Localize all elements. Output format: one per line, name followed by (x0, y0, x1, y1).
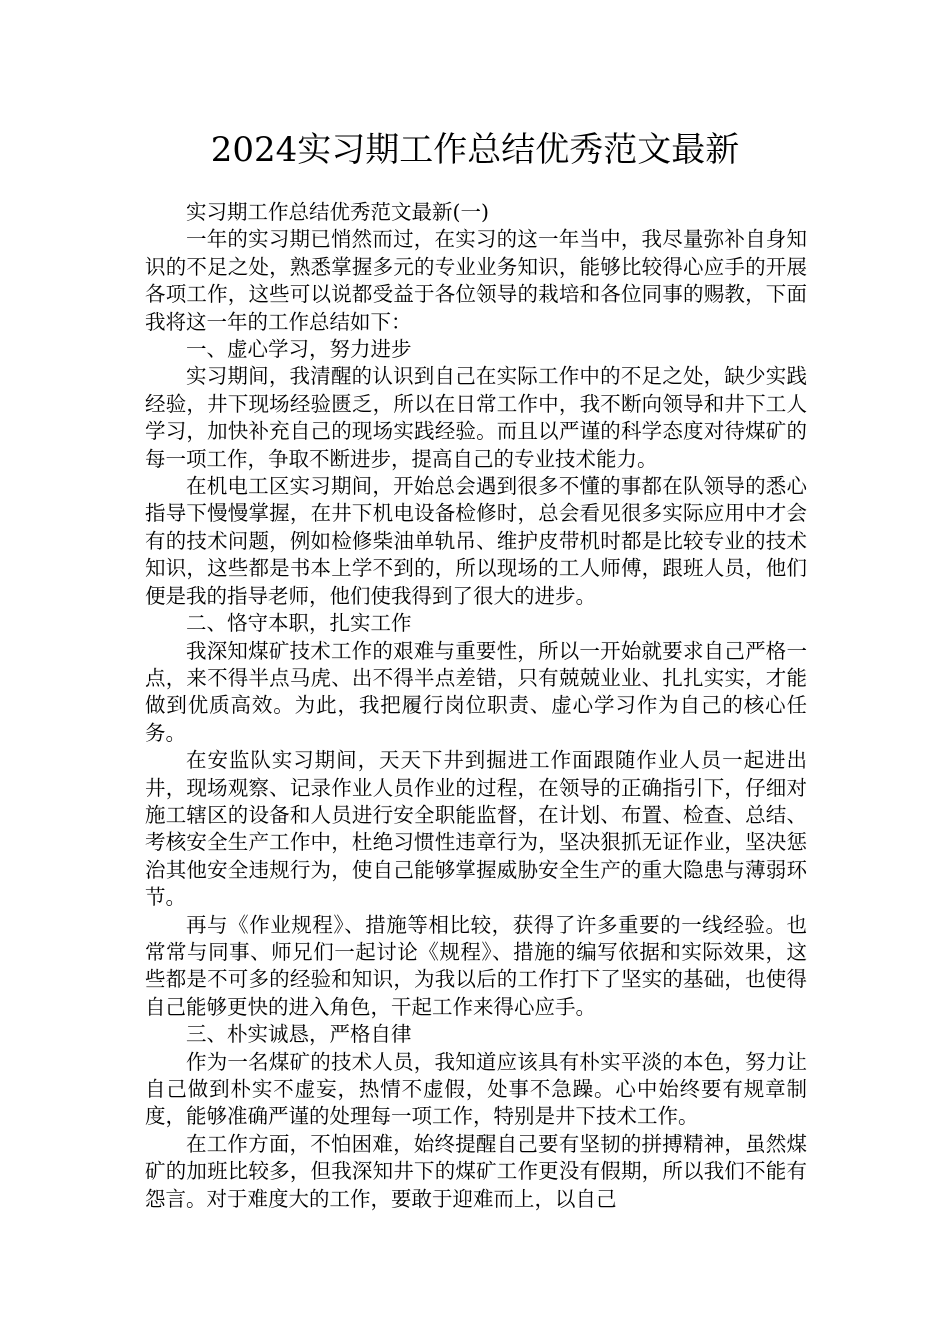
body-paragraph: 实习期间，我清醒的认识到自己在实际工作中的不足之处，缺少实践经验，井下现场经验匮乏，所以在日常工作中，我不断向领导和井下工人学习，加快补充自己的现场实践经验。而且以严谨的科学态度对待煤矿的每一项工作，争取不断进步，提高自己的专业技术能力。 (145, 364, 807, 471)
body-paragraph: 在工作方面，不怕困难，始终提醒自己要有坚韧的拼搏精神，虽然煤矿的加班比较多，但我深知井下的煤矿工作更没有假期，所以我们不能有怨言。对于难度大的工作，要敢于迎难而上，以自己 (145, 1131, 807, 1211)
body-paragraph: 再与《作业规程》、措施等相比较，获得了许多重要的一线经验。也常常与同事、师兄们一起讨论《规程》、措施的编写依据和实际效果，这些都是不可多的经验和知识，为我以后的工作打下了坚实的基础，也使得自己能够更快的进入角色，干起工作来得心应手。 (145, 912, 807, 1019)
section-heading: 三、朴实诚恳，严格自律 (186, 1022, 412, 1047)
body-paragraph: 作为一名煤矿的技术人员，我知道应该具有朴实平淡的本色，努力让自己做到朴实不虚妄，热情不虚假，处事不急躁。心中始终要有规章制度，能够准确严谨的处理每一项工作，特别是井下技术工作。 (145, 1049, 807, 1129)
body-paragraph: 在安监队实习期间，天天下井到掘进工作面跟随作业人员一起进出井，现场观察、记录作业人员作业的过程，在领导的正确指引下，仔细对施工辖区的设备和人员进行安全职能监督，在计划、布置、检查、总结、考核安全生产工作中，杜绝习惯性违章行为，坚决狠抓无证作业，坚决惩治其他安全违规行为，使自己能够掌握威胁安全生产的重大隐患与薄弱环节。 (145, 748, 807, 910)
document-body (145, 199, 807, 1213)
body-paragraph: 我深知煤矿技术工作的艰难与重要性，所以一开始就要求自己严格一点，来不得半点马虎、出不得半点差错，只有兢兢业业、扎扎实实，才能做到优质高效。为此，我把履行岗位职责、虚心学习作为自己的核心任务。 (145, 638, 807, 745)
section-heading: 二、恪守本职，扎实工作 (186, 611, 412, 636)
section-heading: 一、虚心学习，努力进步 (186, 337, 412, 362)
section-subtitle: 实习期工作总结优秀范文最新(一) (186, 200, 489, 224)
body-paragraph: 一年的实习期已悄然而过，在实习的这一年当中，我尽量弥补自身知识的不足之处，熟悉掌握多元的专业业务知识，能够比较得心应手的开展各项工作，这些可以说都受益于各位领导的栽培和各位同事的赐教，下面我将这一年的工作总结如下： (145, 227, 807, 334)
document-title: 2024实习期工作总结优秀范文最新 (210, 130, 740, 170)
body-paragraph: 在机电工区实习期间，开始总会遇到很多不懂的事都在队领导的悉心指导下慢慢掌握，在井下机电设备检修时，总会看见很多实际应用中才会有的技术问题，例如检修柴油单轨吊、维护皮带机时都是比较专业的技术知识，这些都是书本上学不到的，所以现场的工人师傅，跟班人员，他们便是我的指导老师，他们使我得到了很大的进步。 (145, 474, 807, 608)
